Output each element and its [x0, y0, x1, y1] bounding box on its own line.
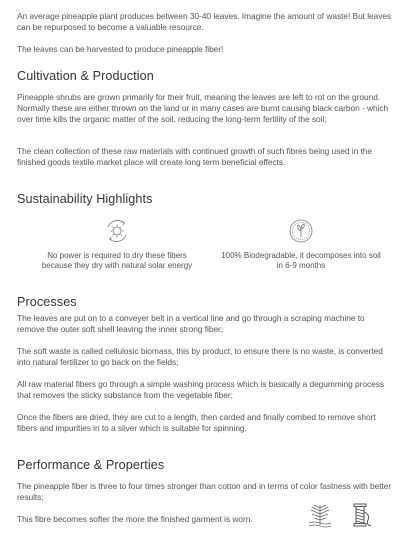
highlight-solar-dry	[37, 218, 197, 271]
processes-title: Processes	[17, 295, 77, 309]
highlight-biodegradable	[221, 218, 381, 271]
intro-paragraph-1: An average pineapple plant produces between 30-40 leaves. Imagine the amount of waste! But leaves can be repurposed to become a valuable resource.	[17, 11, 392, 32]
cultivation-title: Cultivation & Production	[17, 69, 154, 83]
intro-paragraph-2: The leaves can be harvested to produce pineapple fiber!	[17, 44, 224, 54]
fiber-strength-icon	[306, 502, 334, 533]
highlight-biodegradable-text: 100% Biodegradable, it decomposes into soil in 6-9 months	[221, 251, 381, 270]
performance-paragraph-2: This fibre becomes softer the more the finished garment is worn.	[17, 514, 253, 524]
biodegradable-icon	[221, 218, 381, 249]
sun-recycle-icon	[37, 218, 197, 249]
processes-paragraph-3: All raw material fibers go through a simple washing process which is basically a degumming process that removes the sticky substance from the vegetable fiber;	[17, 379, 385, 400]
thread-spool-icon	[348, 502, 374, 533]
processes-paragraph-2: The soft waste is called cellulosic biomass, this by product, to ensure there is no waste, is converted into natural fertilizer to go back on the fields;	[17, 346, 383, 367]
sustainability-title: Sustainability Highlights	[17, 192, 153, 206]
processes-paragraph-4: Once the fibers are dried, they are cut to a length, then carded and finally combed to remove short fibers and impurities in to a sliver which is suitable for spinning.	[17, 412, 376, 433]
sustainability-highlights	[17, 218, 393, 278]
performance-paragraph-1: The pineapple fiber is three to four times stronger than cotton and in terms of color fastness with better results;	[17, 481, 392, 502]
highlight-solar-dry-text: No power is required to dry these fibers because they dry with natural solar energy	[41, 251, 193, 270]
cultivation-paragraph-2: The clean collection of these raw materials with continued growth of such fibres being used in the finished goods textile market place will create long term beneficial effects.	[17, 146, 372, 167]
performance-title: Performance & Properties	[17, 458, 165, 472]
cultivation-paragraph-1: Pineapple shrubs are grown primarily for their fruit, meaning the leaves are left to rot on the ground. Normally these are either thrown on the land or in many cases are burnt causing black carbon - which over time kills the organic matter of the soil, reducing the long-term fertility of the soil;	[17, 92, 389, 124]
processes-paragraph-1: The leaves are put on to a conveyer belt in a vertical line and go through a scraping machine to remove the outer soft shell leaving the inner strong fiber;	[17, 313, 365, 334]
